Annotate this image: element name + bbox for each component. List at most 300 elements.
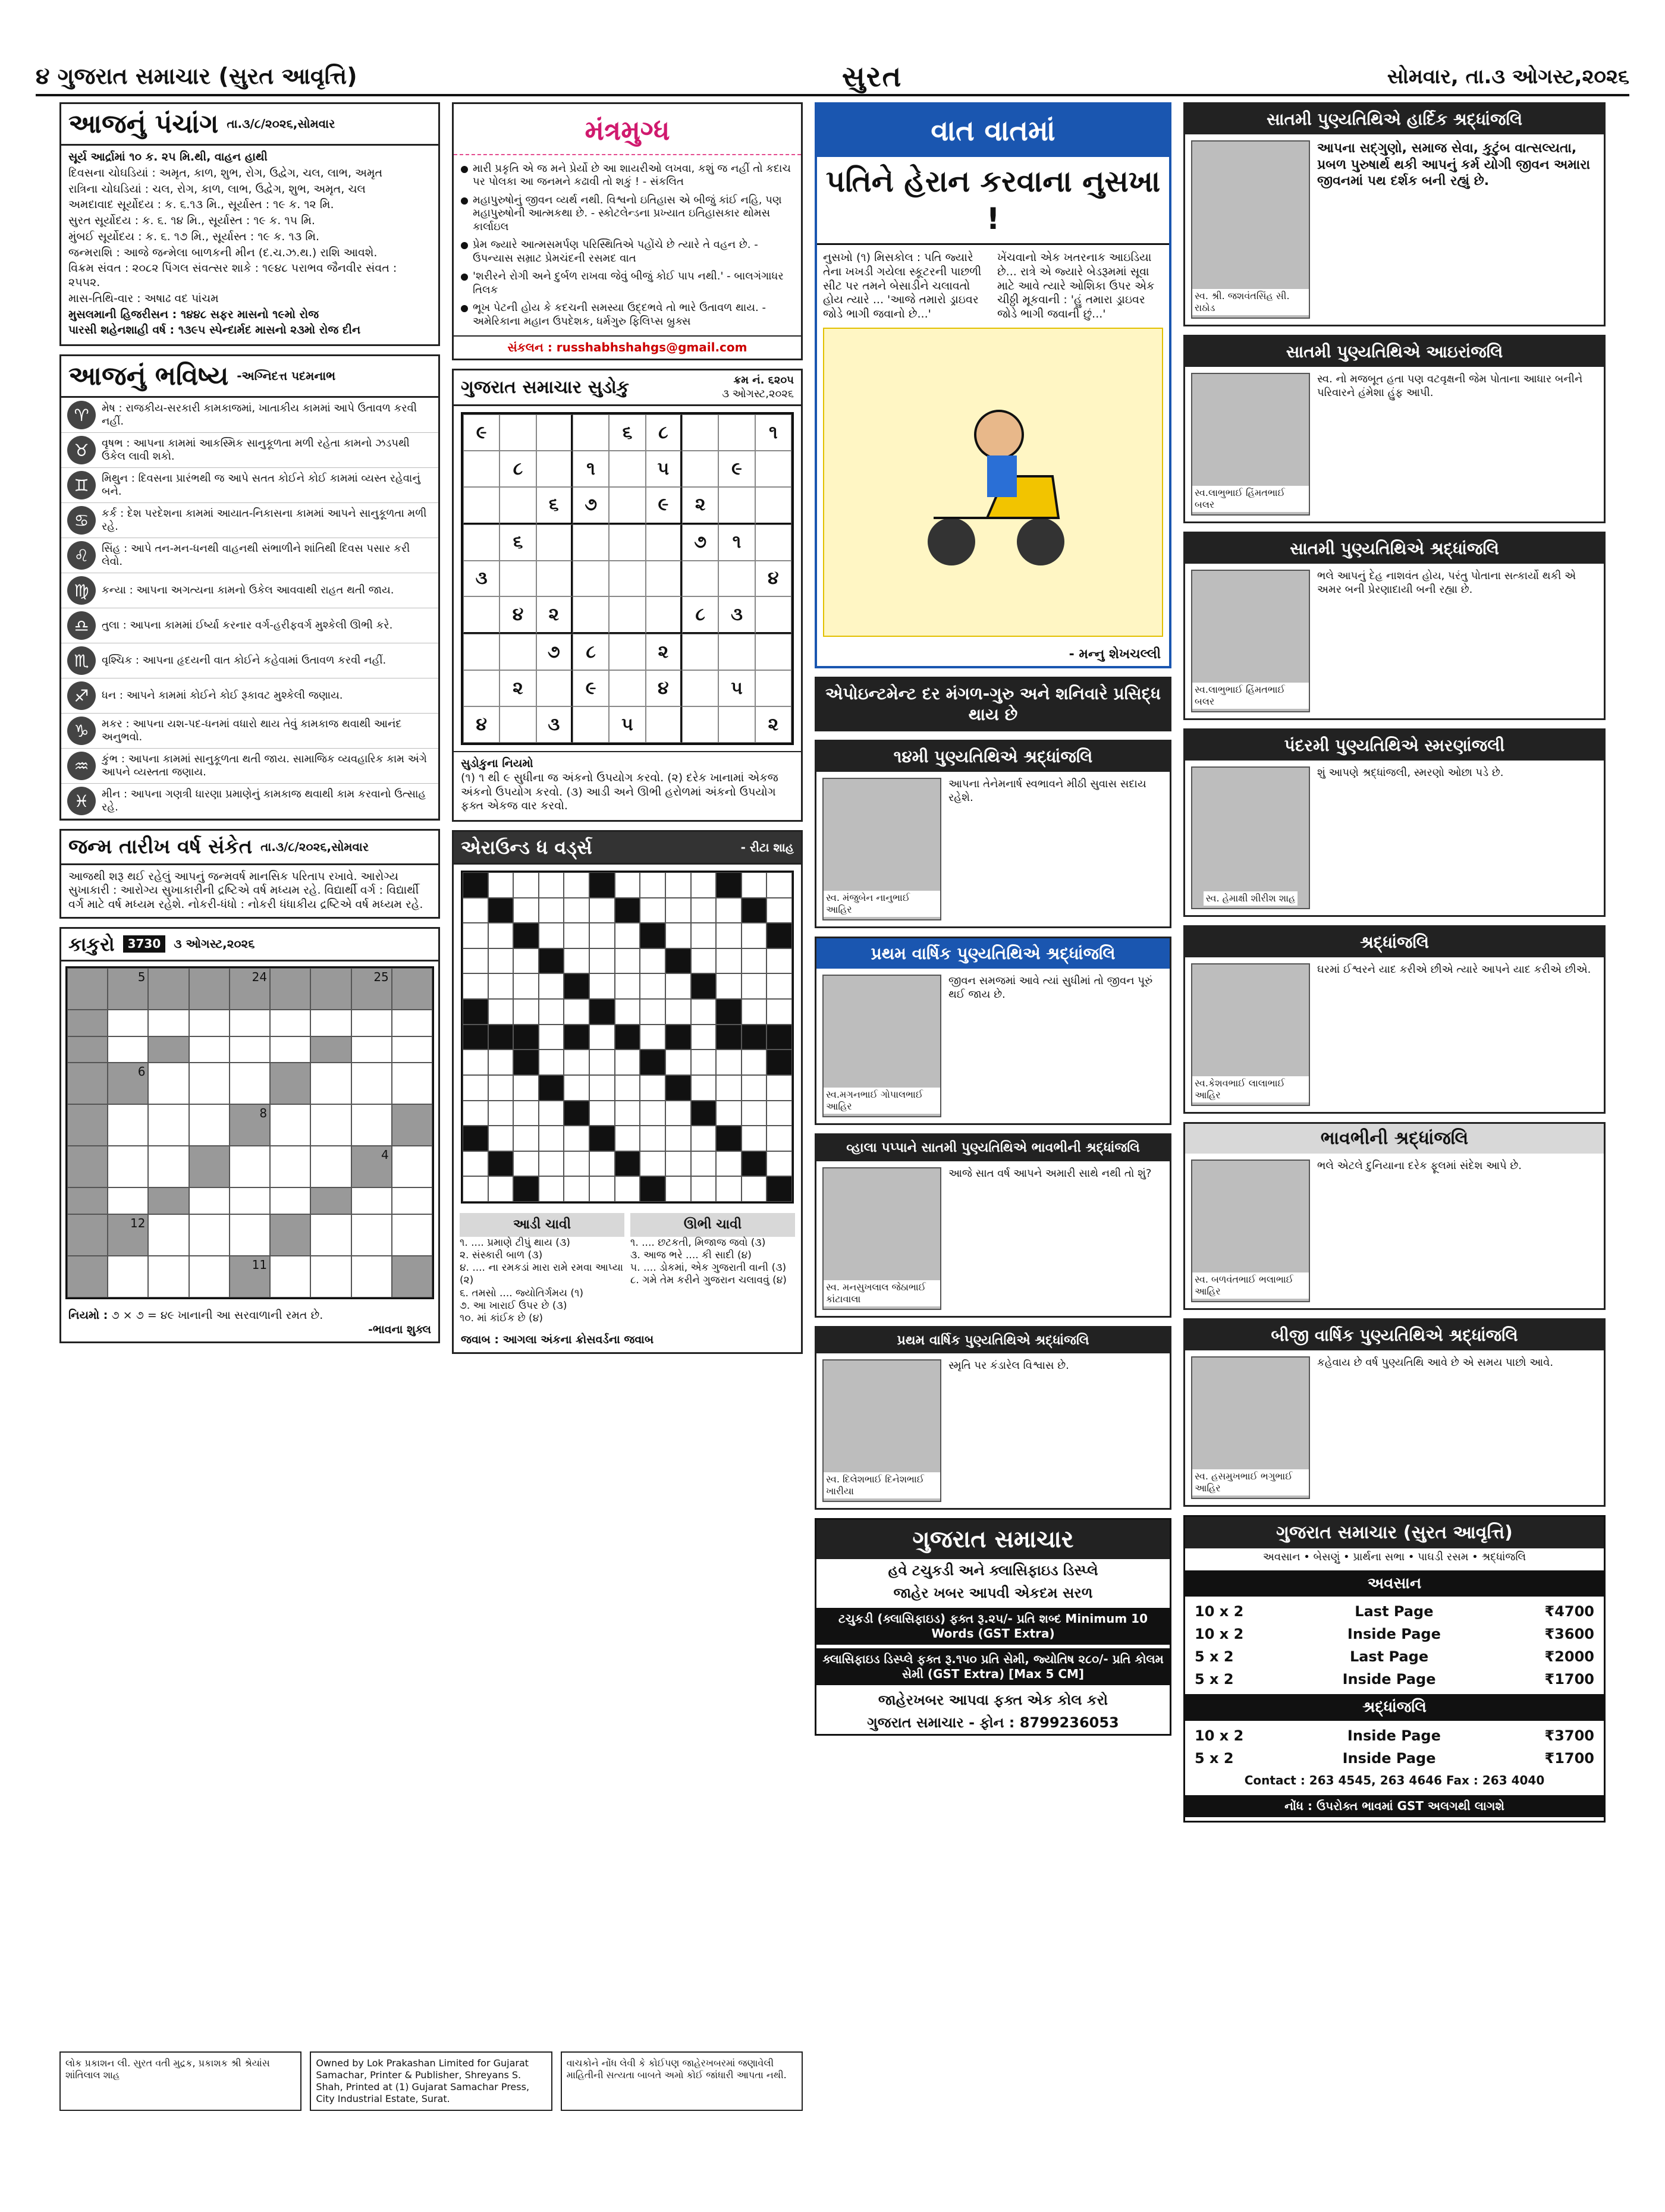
sudoku-cell[interactable]: [609, 487, 645, 524]
sudoku-cell[interactable]: ૮: [573, 634, 609, 670]
crossword-cell[interactable]: [615, 973, 640, 999]
kakuro-clue-cell: [67, 1214, 108, 1256]
crossword-cell[interactable]: [564, 948, 589, 974]
sudoku-cell[interactable]: [500, 634, 536, 670]
crossword-cell[interactable]: [691, 999, 717, 1025]
crossword-block: [766, 1025, 792, 1050]
crossword-cell[interactable]: [716, 1075, 742, 1101]
crossword-cell[interactable]: [589, 948, 615, 974]
sudoku-cell[interactable]: [755, 670, 791, 706]
rashi-text: વૃષભ : આપના કામમાં આકસ્મિક સાનુકૂળતા મળી રહેતા કામનો ઝડપથી ઉકેલ લાવી શકો.: [102, 436, 410, 463]
crossword-cell[interactable]: [691, 1151, 717, 1177]
crossword-cell[interactable]: [513, 948, 539, 974]
rates-ad[interactable]: [1183, 1515, 1606, 1823]
crossword-block: [766, 1176, 792, 1202]
column-mid-right: [815, 102, 1171, 1744]
sudoku-cell[interactable]: [463, 451, 500, 487]
crossword-cell[interactable]: [615, 1075, 640, 1101]
sudoku-cell[interactable]: [536, 524, 573, 561]
crossword-cell[interactable]: [742, 923, 767, 948]
kakuro-cell[interactable]: [270, 1104, 310, 1146]
crossword-cell[interactable]: [640, 872, 665, 898]
kakuro-grid[interactable]: [65, 966, 434, 1299]
crossword-block: [766, 1050, 792, 1075]
crossword-cell[interactable]: [716, 1151, 742, 1177]
crossword-cell[interactable]: [665, 898, 691, 923]
crossword-cell[interactable]: [539, 1101, 564, 1126]
crossword-cell[interactable]: [640, 948, 665, 974]
sudoku-cell[interactable]: ૮: [500, 451, 536, 487]
sudoku-cell[interactable]: ૭: [682, 524, 718, 561]
crossword-cell[interactable]: [766, 973, 792, 999]
sudoku-cell[interactable]: ૯: [646, 487, 682, 524]
crossword-cell[interactable]: [463, 1151, 488, 1177]
crossword-cell[interactable]: [564, 923, 589, 948]
kakuro-cell[interactable]: [270, 1010, 310, 1036]
kakuro-cell[interactable]: [351, 1036, 392, 1063]
sudoku-cell[interactable]: ૩: [536, 706, 573, 743]
kakuro-cell[interactable]: [148, 1146, 189, 1187]
crossword-cell[interactable]: [615, 1176, 640, 1202]
kakuro-cell[interactable]: [351, 1104, 392, 1146]
crossword-cell[interactable]: [513, 1151, 539, 1177]
kakuro-cell[interactable]: [392, 1036, 432, 1063]
crossword-cell[interactable]: [539, 1050, 564, 1075]
crossword-cell[interactable]: [488, 1050, 514, 1075]
crossword-cell[interactable]: [766, 1151, 792, 1177]
sudoku-cell[interactable]: ૬: [536, 487, 573, 524]
crossword-cell[interactable]: [589, 1151, 615, 1177]
crossword-cell[interactable]: [766, 999, 792, 1025]
ad-phone[interactable]: ગુજરાત સમાચાર - ફોન : 8799236053: [867, 1714, 1119, 1732]
crossword-cell[interactable]: [691, 898, 717, 923]
crossword-cell[interactable]: [513, 872, 539, 898]
crossword-cell[interactable]: [665, 923, 691, 948]
rates-contact[interactable]: Contact : 263 4545, 263 4646 Fax : 263 4040: [1244, 1773, 1545, 1787]
crossword-cell[interactable]: [665, 872, 691, 898]
kakuro-cell[interactable]: [230, 1010, 270, 1036]
kakuro-clue-cell: [67, 1036, 108, 1063]
sudoku-cell[interactable]: ૬: [609, 414, 645, 451]
crossword-cell[interactable]: [716, 1176, 742, 1202]
kakuro-cell[interactable]: [270, 1036, 310, 1063]
sudoku-cell[interactable]: [755, 634, 791, 670]
crossword-cell[interactable]: [640, 1126, 665, 1151]
kakuro-cell[interactable]: [351, 1214, 392, 1256]
clue-across: ૭. આ ખારાઈ ઉપર છે (૩): [460, 1299, 567, 1312]
sudoku-cell[interactable]: [682, 706, 718, 743]
sudoku-cell[interactable]: ૨: [536, 596, 573, 634]
crossword-cell[interactable]: [539, 1176, 564, 1202]
crossword-cell[interactable]: [615, 1050, 640, 1075]
crossword-cell[interactable]: [463, 923, 488, 948]
sudoku-cell[interactable]: [463, 670, 500, 706]
crossword-cell[interactable]: [691, 872, 717, 898]
crossword-cell[interactable]: [488, 1176, 514, 1202]
kakuro-cell[interactable]: [108, 1036, 148, 1063]
sudoku-cell[interactable]: [646, 596, 682, 634]
crossword-cell[interactable]: [691, 1075, 717, 1101]
sudoku-cell[interactable]: [609, 524, 645, 561]
crossword-cell[interactable]: [488, 948, 514, 974]
crossword-cell[interactable]: [766, 898, 792, 923]
crossword-cell[interactable]: [564, 898, 589, 923]
kakuro-cell[interactable]: [351, 1187, 392, 1214]
crossword-cell[interactable]: [742, 1050, 767, 1075]
crossword-cell[interactable]: [716, 948, 742, 974]
crossword-cell[interactable]: [716, 1101, 742, 1126]
sudoku-cell[interactable]: ૨: [755, 706, 791, 743]
sudoku-cell[interactable]: ૩: [718, 596, 755, 634]
janma-box: [59, 829, 440, 919]
crossword-cell[interactable]: [766, 1075, 792, 1101]
crossword-cell[interactable]: [665, 1101, 691, 1126]
kakuro-cell[interactable]: [148, 1256, 189, 1297]
obit-name: સ્વ.લાભુભાઈ હિંમતભાઈ બલર: [1192, 683, 1309, 709]
crossword-cell[interactable]: [488, 999, 514, 1025]
sudoku-cell[interactable]: [682, 414, 718, 451]
sudoku-cell[interactable]: ૪: [463, 706, 500, 743]
kakuro-cell[interactable]: [392, 1214, 432, 1256]
kakuro-cell[interactable]: [148, 1214, 189, 1256]
crossword-cell[interactable]: [539, 999, 564, 1025]
sudoku-cell[interactable]: ૮: [646, 414, 682, 451]
crossword-cell[interactable]: [742, 1075, 767, 1101]
kakuro-cell[interactable]: [108, 1104, 148, 1146]
crossword-cell[interactable]: [589, 898, 615, 923]
sudoku-cell[interactable]: [609, 596, 645, 634]
crossword-cell[interactable]: [589, 1050, 615, 1075]
crossword-cell[interactable]: [742, 1176, 767, 1202]
crossword-cell[interactable]: [691, 1025, 717, 1050]
crossword-cell[interactable]: [665, 1151, 691, 1177]
crossword-cell[interactable]: [564, 1176, 589, 1202]
sudoku-cell[interactable]: [682, 451, 718, 487]
sudoku-cell[interactable]: ૬: [500, 524, 536, 561]
sudoku-cell[interactable]: [718, 634, 755, 670]
crossword-cell[interactable]: [539, 973, 564, 999]
mantra-sankalan[interactable]: સંકલન : russhabhshahgs@gmail.com: [454, 335, 801, 359]
kakuro-cell[interactable]: [310, 1063, 351, 1104]
sudoku-cell[interactable]: [500, 706, 536, 743]
kakuro-cell[interactable]: [230, 1187, 270, 1214]
sudoku-cell[interactable]: [573, 596, 609, 634]
sudoku-cell[interactable]: ૭: [536, 634, 573, 670]
sudoku-cell[interactable]: [573, 706, 609, 743]
sudoku-cell[interactable]: [755, 596, 791, 634]
crossword-cell[interactable]: [665, 973, 691, 999]
kakuro-clue-cell: 24: [230, 968, 270, 1010]
crossword-cell[interactable]: [564, 1050, 589, 1075]
mantra-item: [454, 236, 801, 268]
kakuro-cell[interactable]: [230, 1036, 270, 1063]
kakuro-cell[interactable]: [351, 1010, 392, 1036]
sudoku-cell[interactable]: [609, 634, 645, 670]
kakuro-cell[interactable]: [270, 1256, 310, 1297]
sudoku-cell[interactable]: [573, 561, 609, 597]
sudoku-cell[interactable]: [609, 561, 645, 597]
crossword-cell[interactable]: [513, 898, 539, 923]
kakuro-cell[interactable]: [351, 1063, 392, 1104]
crossword-cell[interactable]: [691, 948, 717, 974]
sudoku-cell[interactable]: [682, 670, 718, 706]
kakuro-cell[interactable]: [108, 1256, 148, 1297]
crossword-cell[interactable]: [463, 1101, 488, 1126]
panchang-line: મુસલમાની હિજરીસન : ૧૪૪૮ સફર માસનો ૧૯મો રોજ: [68, 307, 319, 321]
sudoku-cell[interactable]: [536, 670, 573, 706]
crossword-cell[interactable]: [564, 1075, 589, 1101]
crossword-cell[interactable]: [488, 1101, 514, 1126]
sudoku-cell[interactable]: [463, 596, 500, 634]
obit-name: સ્વ.મગનભાઈ ગોપાલભાઈ આહિર: [824, 1088, 940, 1114]
crossword-block: [564, 1101, 589, 1126]
crossword-cell[interactable]: [716, 898, 742, 923]
crossword-cell[interactable]: [766, 948, 792, 974]
kakuro-cell[interactable]: [108, 1146, 148, 1187]
crossword-cell[interactable]: [589, 1101, 615, 1126]
kakuro-clue-cell: [189, 968, 230, 1010]
sudoku-cell[interactable]: ૧: [755, 414, 791, 451]
kakuro-cell[interactable]: [189, 1187, 230, 1214]
sudoku-cell[interactable]: ૩: [463, 561, 500, 597]
sudoku-cell[interactable]: [755, 487, 791, 524]
crossword-cell[interactable]: [488, 872, 514, 898]
crossword-cell[interactable]: [766, 872, 792, 898]
panchang-line: માસ-તિથિ-વાર : અષાઢ વદ પાંચમ: [68, 291, 219, 305]
sudoku-cell[interactable]: ૪: [755, 561, 791, 597]
obit-name: સ્વ. હેમાક્ષી શીરીશ શાહ: [1204, 891, 1298, 906]
crossword-cell[interactable]: [463, 1050, 488, 1075]
crossword-cell[interactable]: [742, 999, 767, 1025]
crossword-cell[interactable]: [742, 1126, 767, 1151]
crossword-cell[interactable]: [564, 999, 589, 1025]
crossword-cell[interactable]: [488, 923, 514, 948]
crossword-cell[interactable]: [589, 923, 615, 948]
crossword-cell[interactable]: [564, 872, 589, 898]
crossword-cell[interactable]: [691, 923, 717, 948]
kakuro-cell[interactable]: [392, 1010, 432, 1036]
kakuro-clue-cell: [148, 1187, 189, 1214]
crossword-cell[interactable]: [539, 923, 564, 948]
sudoku-cell[interactable]: [536, 561, 573, 597]
sudoku-rules-text: (૧) ૧ થી ૯ સુધીના જ અંકનો ઉપયોગ કરવો. (૨) દરેક ખાનામાં એકજ અંકનો ઉપયોગ કરવો. (૩) આડી અને ઊભી હરોળમાં અંકનો ઉપયોગ ફક્ત એકજ વાર કરવો.: [461, 771, 778, 813]
crossword-cell[interactable]: [716, 1050, 742, 1075]
sudoku-cell[interactable]: [500, 487, 536, 524]
obit-text: સ્મૃતિ પર કંડારેલ વિશ્વાસ છે.: [948, 1359, 1069, 1372]
crossword-cell[interactable]: [640, 973, 665, 999]
sudoku-cell[interactable]: [500, 414, 536, 451]
sudoku-cell[interactable]: ૪: [500, 596, 536, 634]
kakuro-cell[interactable]: [148, 1063, 189, 1104]
crossword-cell[interactable]: [513, 1075, 539, 1101]
obit-text: આપના તેનેમનાર્ષ સ્વભાવને મીઠી સુવાસ સદાય રહેશે.: [948, 778, 1146, 804]
sudoku-cell[interactable]: ૫: [718, 670, 755, 706]
kakuro-cell[interactable]: [351, 1256, 392, 1297]
sudoku-cell[interactable]: [682, 634, 718, 670]
crossword-cell[interactable]: [665, 1176, 691, 1202]
sudoku-cell[interactable]: ૮: [682, 596, 718, 634]
crossword-cell[interactable]: [640, 898, 665, 923]
crossword-cell[interactable]: [539, 1025, 564, 1050]
kakuro-cell[interactable]: [270, 1146, 310, 1187]
crossword-cell[interactable]: [742, 973, 767, 999]
sudoku-cell[interactable]: ૨: [646, 634, 682, 670]
sudoku-cell[interactable]: [718, 561, 755, 597]
crossword-cell[interactable]: [513, 973, 539, 999]
crossword-cell[interactable]: [513, 1126, 539, 1151]
crossword-cell[interactable]: [640, 1101, 665, 1126]
sudoku-cell[interactable]: [573, 414, 609, 451]
kakuro-cell[interactable]: [189, 1256, 230, 1297]
sudoku-cell[interactable]: [573, 524, 609, 561]
kakuro-cell[interactable]: [310, 1010, 351, 1036]
sudoku-cell[interactable]: [646, 561, 682, 597]
crossword-cell[interactable]: [615, 923, 640, 948]
kakuro-cell[interactable]: [108, 1010, 148, 1036]
sudoku-grid[interactable]: [461, 412, 794, 745]
obit-5: [815, 937, 1171, 1125]
sudoku-cell[interactable]: [682, 561, 718, 597]
crossword-cell[interactable]: [665, 999, 691, 1025]
kakuro-cell[interactable]: [148, 1010, 189, 1036]
kakuro-cell[interactable]: [392, 1146, 432, 1187]
kakuro-cell[interactable]: [189, 1010, 230, 1036]
sudoku-cell[interactable]: ૨: [500, 670, 536, 706]
crossword-cell[interactable]: [615, 948, 640, 974]
crossword-cell[interactable]: [742, 1101, 767, 1126]
sudoku-cell[interactable]: ૨: [682, 487, 718, 524]
kakuro-cell[interactable]: [310, 1104, 351, 1146]
crossword-cell[interactable]: [766, 1126, 792, 1151]
crossword-cell[interactable]: [539, 1126, 564, 1151]
sudoku-cell[interactable]: ૪: [646, 670, 682, 706]
crossword-cell[interactable]: [766, 1101, 792, 1126]
crossword-cell[interactable]: [691, 1050, 717, 1075]
crossword-cell[interactable]: [640, 1025, 665, 1050]
crossword-block: [716, 872, 742, 898]
kakuro-cell[interactable]: [189, 1063, 230, 1104]
crossword-cell[interactable]: [539, 872, 564, 898]
kakuro-cell[interactable]: [108, 1187, 148, 1214]
crossword-cell[interactable]: [463, 1075, 488, 1101]
kakuro-cell[interactable]: [392, 1187, 432, 1214]
crossword-cell[interactable]: [488, 973, 514, 999]
crossword-cell[interactable]: [463, 948, 488, 974]
sudoku-cell[interactable]: [609, 451, 645, 487]
portrait-photo: [822, 1359, 941, 1502]
crossword-cell[interactable]: [589, 1176, 615, 1202]
crossword-cell[interactable]: [463, 1176, 488, 1202]
crossword-cell[interactable]: [564, 1126, 589, 1151]
kakuro-cell[interactable]: [230, 1214, 270, 1256]
sudoku-cell[interactable]: ૭: [573, 487, 609, 524]
kakuro-cell[interactable]: [270, 1187, 310, 1214]
sudoku-cell[interactable]: [536, 451, 573, 487]
crossword-cell[interactable]: [615, 1101, 640, 1126]
crossword-cell[interactable]: [691, 1176, 717, 1202]
obit-text: ઘરમાં ઈશ્વરને યાદ કરીએ છીએ ત્યારે આપને યાદ કરીએ છીએ.: [1317, 963, 1591, 976]
crossword-block: [615, 1151, 640, 1177]
crossword-cell[interactable]: [665, 1126, 691, 1151]
kakuro-cell[interactable]: [189, 1036, 230, 1063]
crossword-cell[interactable]: [615, 872, 640, 898]
sudoku-cell[interactable]: ૧: [573, 451, 609, 487]
rashi-item: [61, 784, 438, 819]
crossword-cell[interactable]: [640, 1075, 665, 1101]
sudoku-cell[interactable]: [755, 524, 791, 561]
crossword-grid[interactable]: [461, 871, 794, 1204]
crossword-cell[interactable]: [640, 1151, 665, 1177]
crossword-cell[interactable]: [589, 1075, 615, 1101]
sudoku-cell[interactable]: [646, 706, 682, 743]
imprint: [59, 2051, 803, 2111]
crossword-cell[interactable]: [539, 898, 564, 923]
crossword-cell[interactable]: [539, 1151, 564, 1177]
kakuro-cell[interactable]: [310, 1146, 351, 1187]
sudoku-cell[interactable]: [718, 487, 755, 524]
crossword-cell[interactable]: [463, 973, 488, 999]
mantra-text: ભૂખ પેટની હોય કે કદચની સમસ્યા ઉદ્દભવે તો ભારે ઉતાવળ થાય. - અમેરિકાના મહાન ઉપદેશક, ધર્મગુરુ ફિલિપ્સ બ્રુક્સ: [473, 301, 766, 328]
sudoku-cell[interactable]: [755, 451, 791, 487]
sudoku-cell[interactable]: ૯: [573, 670, 609, 706]
kakuro-date: ૩ ઓગસ્ટ,૨૦૨૬: [174, 937, 255, 951]
classified-ad[interactable]: [815, 1518, 1171, 1736]
sudoku-cell[interactable]: ૫: [646, 451, 682, 487]
kakuro-cell[interactable]: [310, 1256, 351, 1297]
sudoku-cell[interactable]: ૫: [609, 706, 645, 743]
sudoku-cell[interactable]: [646, 524, 682, 561]
crossword-cell[interactable]: [564, 1151, 589, 1177]
crossword-cell[interactable]: [615, 999, 640, 1025]
sudoku-cell[interactable]: [718, 414, 755, 451]
kakuro-cell[interactable]: [230, 1063, 270, 1104]
crossword-cell[interactable]: [742, 872, 767, 898]
kakuro-cell[interactable]: [392, 1063, 432, 1104]
sudoku-cell[interactable]: [463, 634, 500, 670]
sudoku-cell[interactable]: ૯: [718, 451, 755, 487]
crossword-cell[interactable]: [513, 999, 539, 1025]
crossword-cell[interactable]: [513, 1101, 539, 1126]
sudoku-cell[interactable]: [463, 524, 500, 561]
crossword-cell[interactable]: [488, 1126, 514, 1151]
sudoku-cell[interactable]: [718, 706, 755, 743]
kakuro-cell[interactable]: [310, 1214, 351, 1256]
crossword-cell[interactable]: [691, 1126, 717, 1151]
kakuro-cell[interactable]: [189, 1104, 230, 1146]
sudoku-cell[interactable]: [609, 670, 645, 706]
crossword-cell[interactable]: [589, 1025, 615, 1050]
kakuro-cell[interactable]: [148, 1104, 189, 1146]
crossword-cell[interactable]: [716, 923, 742, 948]
crossword-cell[interactable]: [742, 948, 767, 974]
crossword-cell[interactable]: [589, 973, 615, 999]
sudoku-cell[interactable]: [500, 561, 536, 597]
crossword-cell[interactable]: [716, 973, 742, 999]
panchang-line: અમદાવાદ સૂર્યોદય : ક. ૬.૧૩ મિ., સૂર્યાસ્ત : ૧૯ ક. ૧૨ મિ.: [68, 198, 334, 212]
sudoku-cell[interactable]: [536, 414, 573, 451]
kakuro-cell[interactable]: [230, 1146, 270, 1187]
sudoku-rules-title: સુડોકુના નિયમો: [461, 757, 533, 770]
sudoku-cell[interactable]: [463, 487, 500, 524]
sudoku-cell[interactable]: ૯: [463, 414, 500, 451]
crossword-cell[interactable]: [615, 1126, 640, 1151]
crossword-cell[interactable]: [640, 999, 665, 1025]
kakuro-cell[interactable]: [189, 1214, 230, 1256]
sudoku-cell[interactable]: ૧: [718, 524, 755, 561]
crossword-cell[interactable]: [488, 1075, 514, 1101]
crossword-cell[interactable]: [463, 898, 488, 923]
crossword-cell[interactable]: [665, 1050, 691, 1075]
